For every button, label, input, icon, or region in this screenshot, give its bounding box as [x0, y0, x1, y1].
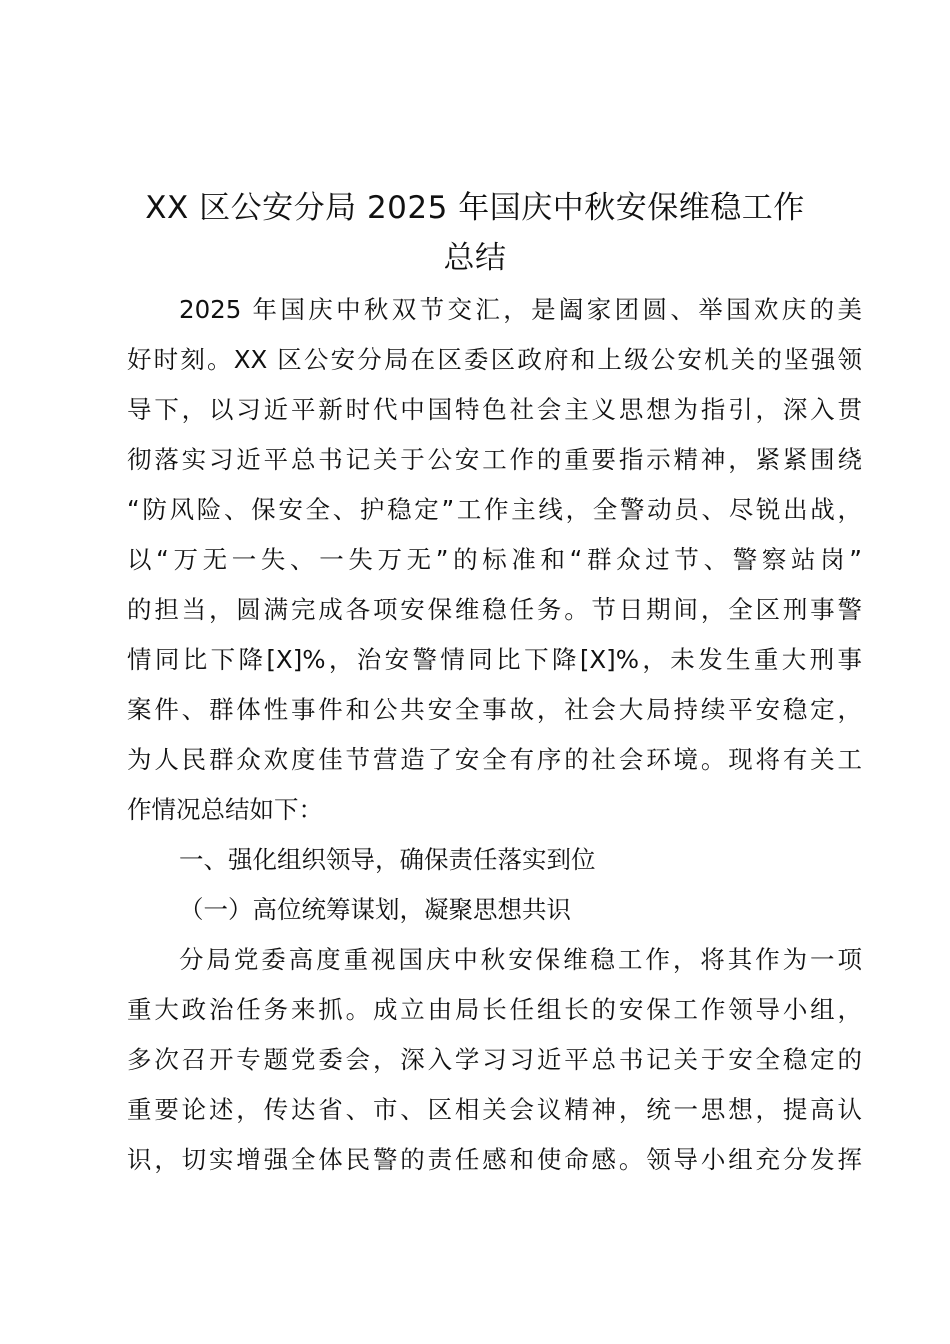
title-line-2: 总结 [443, 240, 507, 276]
paragraph-line: 案件、群体性事件和公共安全事故，社会大局持续平安稳定， [127, 695, 862, 724]
document-title [80, 183, 870, 283]
paragraph-line: 作情况总结如下： [127, 795, 323, 824]
paragraph-line: 识，切实增强全体民警的责任感和使命感。领导小组充分发挥 [127, 1145, 862, 1174]
paragraph-line: 的担当，圆满完成各项安保维稳任务。节日期间，全区刑事警 [127, 595, 862, 624]
intro-paragraph [127, 285, 862, 835]
paragraph-line: 情同比下降[X]%，治安警情同比下降[X]%，未发生重大刑事 [127, 645, 862, 674]
paragraph-line: 多次召开专题党委会，深入学习习近平总书记关于安全稳定的 [127, 1045, 862, 1074]
paragraph-line: 以“万无一失、一失万无”的标准和“群众过节、警察站岗” [127, 545, 862, 574]
paragraph-line: 重要论述，传达省、市、区相关会议精神，统一思想，提高认 [127, 1095, 862, 1124]
section-heading: 一、强化组织领导，确保责任落实到位 [179, 845, 596, 874]
title-line-1: XX 区公安分局 2025 年国庆中秋安保维稳工作 [145, 190, 805, 226]
paragraph-line: 分局党委高度重视国庆中秋安保维稳工作，将其作为一项 [179, 945, 862, 974]
section-paragraph [127, 935, 862, 1185]
subsection-heading: （一）高位统筹谋划，凝聚思想共识 [179, 895, 571, 924]
paragraph-line: 为人民群众欢度佳节营造了安全有序的社会环境。现将有关工 [127, 745, 862, 774]
paragraph-line: 好时刻。XX 区公安分局在区委区政府和上级公安机关的坚强领 [127, 345, 862, 374]
paragraph-line: 2025 年国庆中秋双节交汇，是阖家团圆、举国欢庆的美 [179, 295, 862, 324]
paragraph-line: 彻落实习近平总书记关于公安工作的重要指示精神，紧紧围绕 [127, 445, 862, 474]
paragraph-line: 导下，以习近平新时代中国特色社会主义思想为指引，深入贯 [127, 395, 862, 424]
paragraph-line: “防风险、保安全、护稳定”工作主线，全警动员、尽锐出战， [127, 495, 862, 524]
document-body [127, 285, 862, 1185]
paragraph-line: 重大政治任务来抓。成立由局长任组长的安保工作领导小组， [127, 995, 862, 1024]
